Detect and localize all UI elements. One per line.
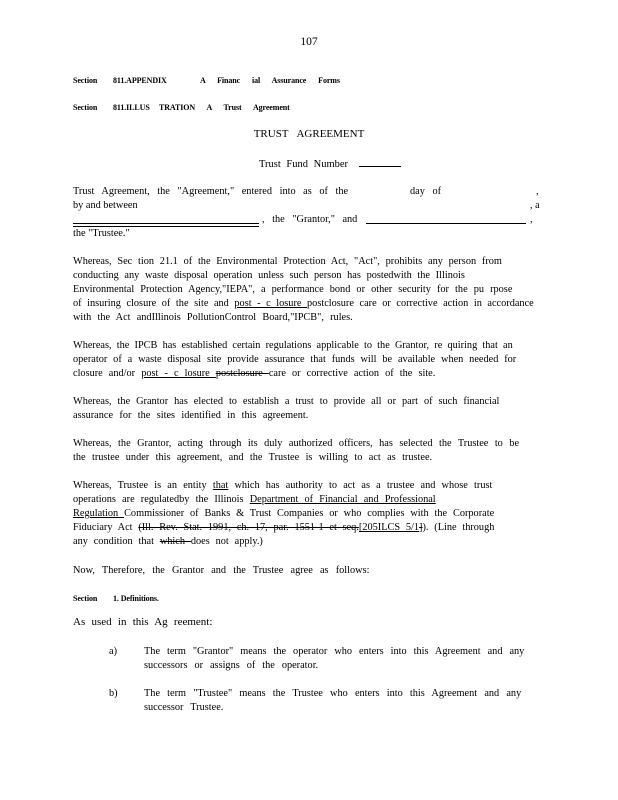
para-line: Environmental Protection Agency,"IEPA", a performance bond or other security for the pu rpose — [73, 284, 513, 295]
section-1-header — [0, 592, 618, 604]
para-line: Regulation Commissioner of Banks & Trust Companies or who complies with the Corporate — [73, 508, 495, 519]
intro-line: Trust Agreement, the "Agreement," entered into as of the — [73, 186, 349, 197]
section-number: 811.APPENDIX — [113, 76, 167, 85]
trust-fund-number — [259, 156, 401, 172]
intro-line: , — [536, 186, 539, 197]
grantor-name-blank — [73, 213, 259, 224]
intro-line: by and between — [73, 200, 138, 211]
definition-label: b) — [109, 688, 118, 699]
intro-line: , the "Grantor," and — [262, 214, 358, 225]
para-line: Whereas, the Grantor has elected to establish a trust to provide all or part of such financial — [73, 396, 500, 407]
section-title: 1. Definitions. — [113, 594, 159, 603]
para-line: Fiduciary Act (Ill. Rev. Stat. 1991, ch. 17, par. 1551-1 et seq.[205ILCS 5/1]). (Line through — [73, 522, 495, 533]
page-number: 107 — [300, 36, 318, 48]
para-line: Whereas, the Grantor, acting through its duly authorized officers, has selected the Trustee to be — [73, 438, 520, 449]
para-line: the trustee under this agreement, and the Trustee is willing to act as trustee. — [73, 452, 433, 463]
definition-line: successors or assigns of the operator. — [144, 660, 319, 671]
document-title: TRUST AGREEMENT — [253, 128, 365, 140]
para-line: conducting any waste disposal operation unless such person has postedwith the Illinois — [73, 270, 465, 281]
section-header-appendix — [0, 74, 618, 86]
intro-line: , a — [530, 200, 540, 211]
para-line: Whereas, Trustee is an entity that which has authority to act as a trustee and whose trust — [73, 480, 493, 491]
section-label: Section — [73, 103, 98, 112]
trust-fund-number-label: Trust Fund Number — [259, 159, 349, 170]
intro-line: the "Trustee." — [73, 228, 130, 239]
trust-fund-number-blank — [359, 156, 401, 167]
definition-line: The term "Grantor" means the operator who enters into this Agreement and any — [144, 646, 525, 657]
para-line: Whereas, Sec tion 21.1 of the Environmental Protection Act, "Act", prohibits any person from — [73, 256, 502, 267]
para-line: closure and/or post - c losure postclosure care or corrective action of the site. — [73, 368, 436, 379]
section-label: Section — [73, 76, 98, 85]
section-title: TRATION A Trust Agreement — [159, 103, 290, 112]
intro-line: , — [530, 214, 533, 225]
definition-line: successor Trustee. — [144, 702, 224, 713]
intro-line: day of — [410, 186, 442, 197]
section-number: 811.ILLUS — [113, 103, 150, 112]
para-line: of insuring closure of the site and post - c losure postclosure care or corrective action in accordance — [73, 298, 534, 309]
trustee-name-blank — [366, 213, 526, 224]
now-therefore-line: Now, Therefore, the Grantor and the Trustee agree as follows: — [73, 565, 370, 576]
para-line: any condition that which does not apply.) — [73, 536, 263, 547]
as-used-line: As used in this Ag reement: — [73, 616, 213, 628]
section-header-illustration — [0, 101, 618, 113]
definition-label: a) — [109, 646, 117, 657]
para-line: with the Act andIllinois PollutionControl Board,"IPCB", rules. — [73, 312, 353, 323]
para-line: operations are regulatedby the Illinois Department of Financial and Professional — [73, 494, 436, 505]
definition-line: The term "Trustee" means the Trustee who enters into this Agreement and any — [144, 688, 522, 699]
para-line: operator of a waste disposal site provide assurance that funds will be available when needed for — [73, 354, 517, 365]
para-line: Whereas, the IPCB has established certain regulations applicable to the Grantor, re quiring that an — [73, 340, 513, 351]
para-line: assurance for the sites identified in this agreement. — [73, 410, 309, 421]
section-label: Section — [73, 594, 98, 603]
section-title: A Financ ial Assurance Forms — [200, 76, 340, 85]
